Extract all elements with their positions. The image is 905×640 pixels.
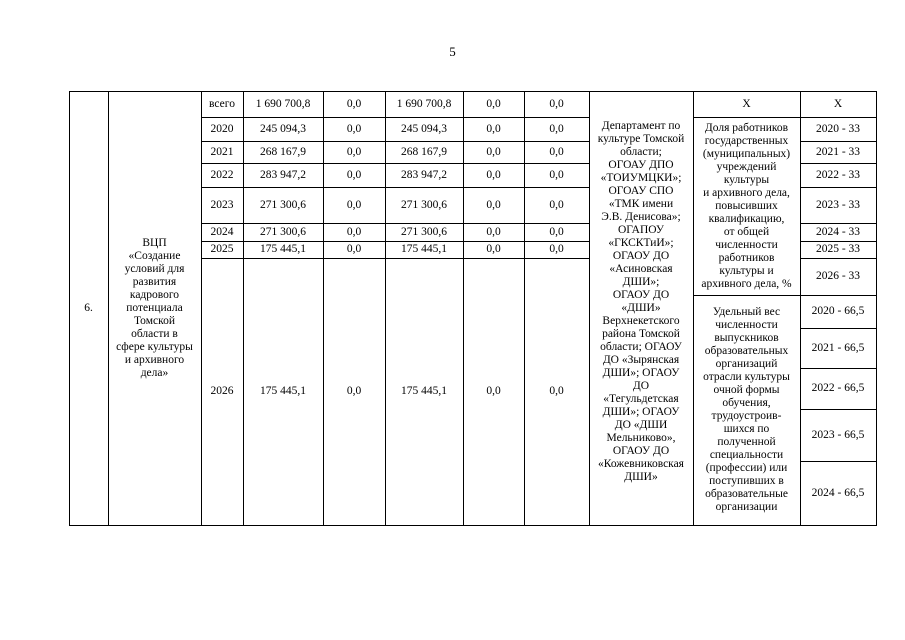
value-cell: 0,0 [346,145,362,158]
page-number: 5 [449,44,456,59]
indicator1-value: 2025 - 33 [815,243,861,255]
value-cell: 0,0 [486,243,501,255]
value-cell: 0,0 [486,145,501,158]
value-cell: 0,0 [346,198,362,211]
indicator2-text: Удельный вес численности выпускников образовательных организаций отрасли культуры очной формы обучения, трудоустроив- шихся по полученной специальности (профессии) или поступивших в образовательные организации [703,306,790,513]
value-cell: 0,0 [346,122,362,135]
indicator1-value: 2021 - 33 [815,145,861,158]
executors: Департамент по культуре Томской области; ОГОАУ ДПО «ТОИУМЦКИ»; ОГОАУ СПО «ТМК имени Э.В. Денисова»; ОГАПОУ «ГКСКТиИ»; ОГАОУ ДО «Асиновская ДШИ»; ОГАОУ ДО «ДШИ» Верхнекетского района Томской области; ОГАОУ ДО «Зырянская ДШИ»; ОГАОУ ДО «Тегульдетская ДШИ»; ОГАОУ ДО «ДШИ Мельниково», ОГАОУ ДО «Кожевниковская ДШИ» [597,120,685,483]
value-cell: 0,0 [486,385,501,397]
value-cell: 271 300,6 [260,198,306,211]
value-cell: 0,0 [549,385,564,397]
value-cell: 1 690 700,8 [396,97,452,110]
program-name: ВЦП «Создание условий для развития кадрового потенциала Томской области в сфере культуры и архивного дела» [116,237,193,379]
indicator1-value: 2024 - 33 [815,225,861,238]
value-cell: 245 094,3 [401,122,447,135]
indicator2-value: 2021 - 66,5 [811,341,865,354]
indicator1-value: 2023 - 33 [815,198,861,211]
value-cell: 0,0 [346,97,362,110]
value-cell: 0,0 [549,198,564,211]
year-cell: 2025 [210,243,234,255]
value-cell: 0,0 [549,168,564,181]
value-cell: 271 300,6 [401,225,447,238]
value-cell: 0,0 [486,225,501,238]
value-cell: 271 300,6 [401,198,447,211]
indicator1-value: 2026 - 33 [815,270,861,282]
value-cell: 245 094,3 [260,122,306,135]
value-cell: 0,0 [486,198,501,211]
value-cell: 283 947,2 [401,168,447,181]
year-cell: 2026 [210,385,234,397]
value-cell: 0,0 [346,385,362,397]
value-cell: 271 300,6 [260,225,306,238]
indicator-header-x2: X [833,97,843,110]
value-cell: 0,0 [549,243,564,255]
value-cell: 175 445,1 [260,385,306,397]
year-cell: 2024 [210,225,234,238]
value-cell: 0,0 [549,145,564,158]
year-cell: 2022 [210,168,234,181]
value-cell: 0,0 [346,243,362,255]
indicator1-value: 2022 - 33 [815,168,861,181]
year-cell: 2023 [210,198,234,211]
indicator1-value: 2020 - 33 [815,122,861,135]
value-cell: 0,0 [346,168,362,181]
year-cell: всего [209,97,235,110]
value-cell: 0,0 [346,225,362,238]
value-cell: 268 167,9 [260,145,306,158]
indicator2-value: 2024 - 66,5 [811,486,865,499]
value-cell: 175 445,1 [401,243,447,255]
value-cell: 0,0 [549,122,564,135]
indicator2-value: 2020 - 66,5 [811,305,865,317]
indicator2-value: 2023 - 66,5 [811,428,865,441]
indicator2-value: 2022 - 66,5 [811,382,865,394]
value-cell: 0,0 [486,97,501,110]
value-cell: 0,0 [549,225,564,238]
value-cell: 0,0 [486,168,501,181]
indicator-header-x1: X [742,97,751,110]
value-cell: 268 167,9 [401,145,447,158]
value-cell: 0,0 [486,122,501,135]
indicator1-text: Доля работников государственных (муниципальных) учреждений культуры и архивного дела, повысивших квалификацию, от общей численности работников культуры и архивного дела, % [701,121,792,290]
year-cell: 2021 [210,145,234,158]
value-cell: 175 445,1 [401,385,447,397]
value-cell: 175 445,1 [260,243,306,255]
value-cell: 283 947,2 [260,168,306,181]
year-cell: 2020 [210,122,234,135]
value-cell: 1 690 700,8 [255,97,311,110]
row-number: 6. [84,302,93,314]
value-cell: 0,0 [549,97,564,110]
